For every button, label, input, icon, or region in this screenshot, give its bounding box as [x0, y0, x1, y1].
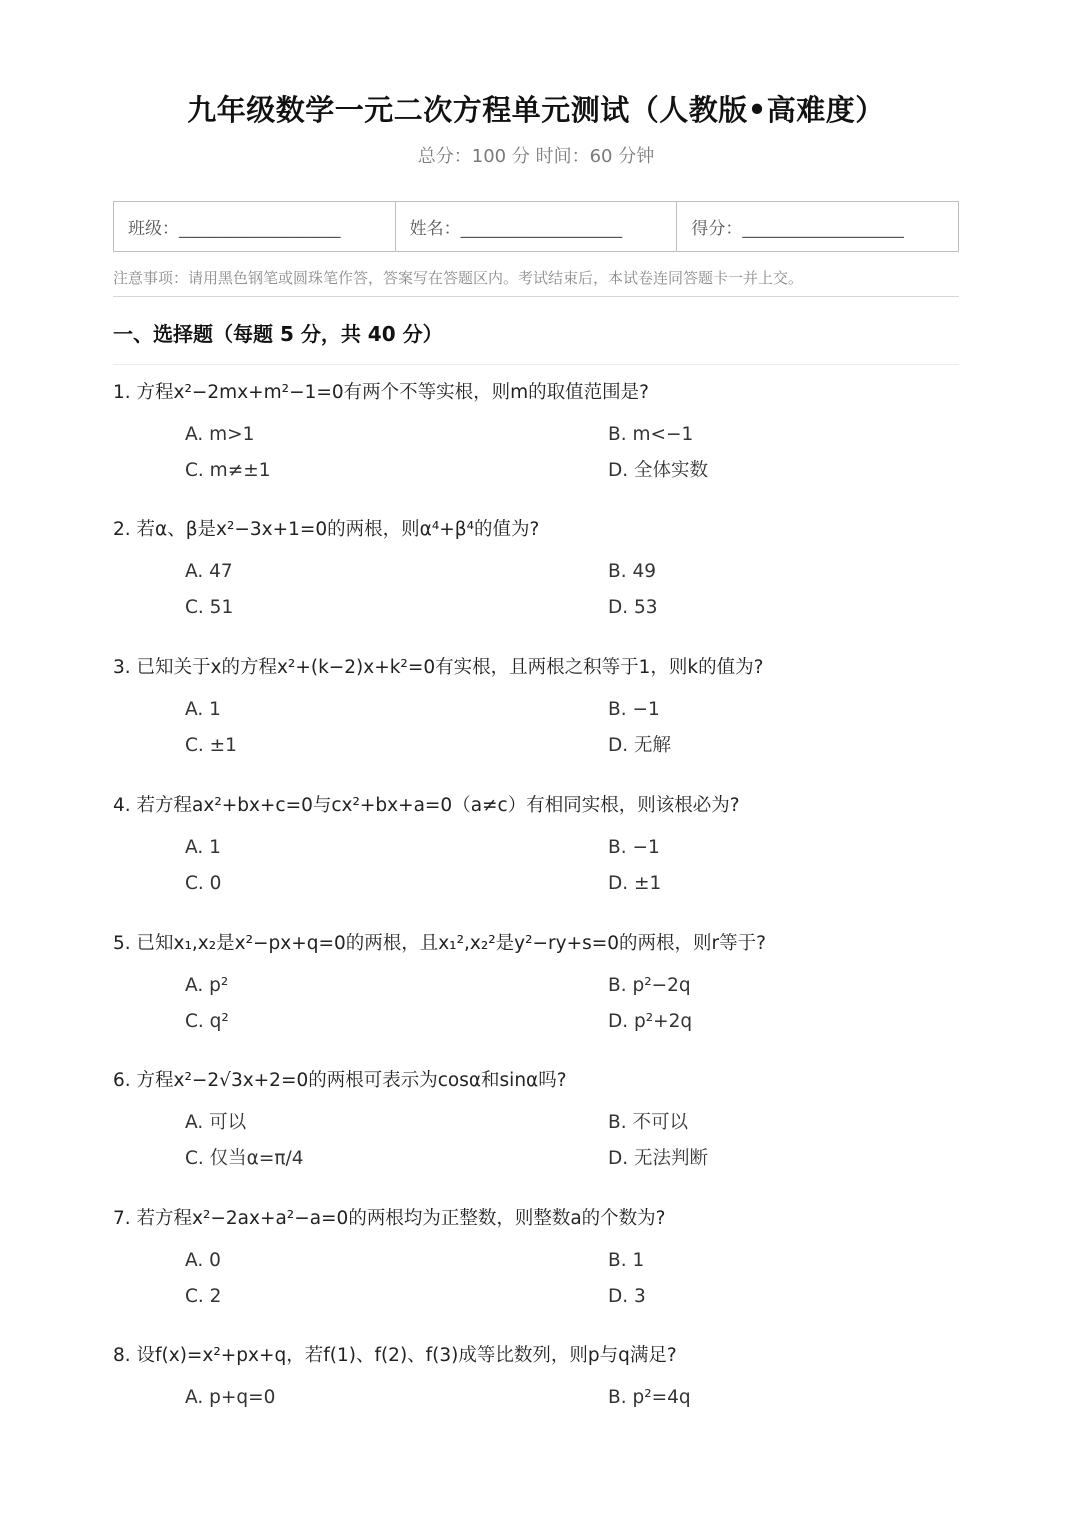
option-b[interactable]: B. −1 — [608, 837, 660, 858]
option-d[interactable]: D. 全体实数 — [608, 460, 709, 481]
section-title: 一、选择题（每题 5 分，共 40 分） — [113, 322, 443, 346]
question-4 — [113, 793, 959, 907]
option-b[interactable]: B. p²=4q — [608, 1387, 691, 1408]
divider — [113, 296, 959, 297]
option-d[interactable]: D. 3 — [608, 1286, 646, 1307]
option-a[interactable]: A. 1 — [185, 837, 221, 858]
option-b[interactable]: B. 1 — [608, 1250, 645, 1271]
question-text: 7. 若方程x²−2ax+a²−a=0的两根均为正整数，则整数a的个数为? — [113, 1208, 666, 1229]
question-text: 4. 若方程ax²+bx+c=0与cx²+bx+a=0（a≠c）有相同实根，则该根必为? — [113, 795, 740, 816]
question-2 — [113, 517, 959, 631]
question-options — [113, 1110, 959, 1182]
option-d[interactable]: D. ±1 — [608, 873, 662, 894]
question-1 — [113, 380, 959, 494]
option-a[interactable]: A. p+q=0 — [185, 1387, 276, 1408]
option-c[interactable]: C. q² — [185, 1011, 229, 1032]
option-a[interactable]: A. m>1 — [185, 424, 255, 445]
option-a[interactable]: A. p² — [185, 975, 229, 996]
option-a[interactable]: A. 可以 — [185, 1112, 247, 1133]
question-options — [113, 973, 959, 1045]
question-text: 1. 方程x²−2mx+m²−1=0有两个不等实根，则m的取值范围是? — [113, 382, 649, 403]
question-options — [113, 835, 959, 907]
exam-meta: 总分：100 分 时间：60 分钟 — [417, 146, 655, 167]
name-field[interactable]: 姓名：___________________ — [395, 202, 677, 251]
question-text: 5. 已知x₁,x₂是x²−px+q=0的两根，且x₁²,x₂²是y²−ry+s=0的两根，则r等于? — [113, 933, 766, 954]
question-options — [113, 559, 959, 631]
question-6 — [113, 1068, 959, 1182]
student-info-box — [113, 201, 959, 252]
option-b[interactable]: B. −1 — [608, 699, 660, 720]
option-d[interactable]: D. 无法判断 — [608, 1148, 709, 1169]
option-c[interactable]: C. ±1 — [185, 735, 237, 756]
question-options — [113, 1248, 959, 1320]
question-options — [113, 1385, 959, 1421]
exam-notice: 注意事项：请用黑色钢笔或圆珠笔作答，答案写在答题区内。考试结束后，本试卷连同答题卡一并上交。 — [113, 269, 804, 287]
option-d[interactable]: D. 无解 — [608, 735, 672, 756]
option-c[interactable]: C. 2 — [185, 1286, 222, 1307]
option-c[interactable]: C. m≠±1 — [185, 460, 271, 481]
option-d[interactable]: D. 53 — [608, 597, 658, 618]
question-8 — [113, 1343, 959, 1421]
option-a[interactable]: A. 47 — [185, 561, 233, 582]
question-text: 6. 方程x²−2√3x+2=0的两根可表示为cosα和sinα吗? — [113, 1070, 567, 1091]
option-a[interactable]: A. 1 — [185, 699, 221, 720]
question-text: 3. 已知关于x的方程x²+(k−2)x+k²=0有实根，且两根之积等于1，则k的值为? — [113, 657, 764, 678]
option-b[interactable]: B. 不可以 — [608, 1112, 688, 1133]
option-d[interactable]: D. p²+2q — [608, 1011, 693, 1032]
question-text: 8. 设f(x)=x²+px+q，若f(1)、f(2)、f(3)成等比数列，则p与q满足? — [113, 1345, 677, 1366]
question-text: 2. 若α、β是x²−3x+1=0的两根，则α⁴+β⁴的值为? — [113, 519, 540, 540]
option-b[interactable]: B. p²−2q — [608, 975, 691, 996]
score-field[interactable]: 得分：___________________ — [676, 202, 958, 251]
option-b[interactable]: B. m<−1 — [608, 424, 694, 445]
option-c[interactable]: C. 51 — [185, 597, 234, 618]
option-c[interactable]: C. 仅当α=π/4 — [185, 1148, 304, 1169]
question-7 — [113, 1206, 959, 1320]
question-3 — [113, 655, 959, 769]
option-c[interactable]: C. 0 — [185, 873, 222, 894]
option-b[interactable]: B. 49 — [608, 561, 656, 582]
class-field[interactable]: 班级：___________________ — [128, 219, 341, 239]
question-options — [113, 697, 959, 769]
question-options — [113, 422, 959, 494]
page-title: 九年级数学一元二次方程单元测试（人教版•高难度） — [187, 93, 885, 127]
question-5 — [113, 931, 959, 1045]
divider — [113, 364, 959, 365]
option-a[interactable]: A. 0 — [185, 1250, 221, 1271]
